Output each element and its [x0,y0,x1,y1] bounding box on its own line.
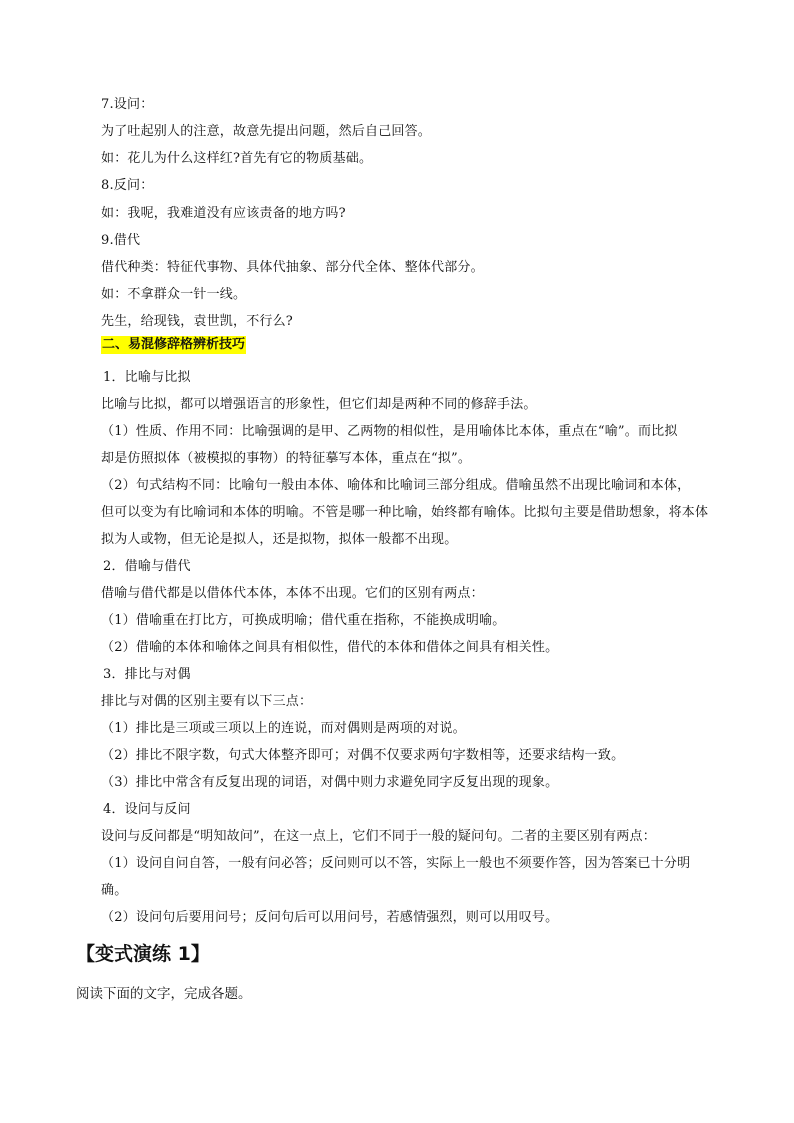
subsection-2-point-2: （2）借喻的本体和喻体之间具有相似性，借代的本体和借体之间具有相关性。 [101,640,559,655]
subsection-4-point-2: （2）设问句后要用问号；反问句后可以用问号，若感情强烈，则可以用叹号。 [101,910,559,925]
subsection-3-title: 3．排比与对偶 [103,667,191,682]
exercise-heading: 【变式演练 1】 [76,943,210,965]
section-7-title: 7.设问： [101,97,154,112]
exercise-intro: 阅读下面的文字，完成各题。 [76,986,252,1002]
section-7-example: 如：花儿为什么这样红?首先有它的物质基础。 [101,151,373,166]
subsection-1-title: 1．比喻与比拟 [103,370,191,385]
subsection-2-intro: 借喻与借代都是以借体代本体，本体不出现。它们的区别有两点： [101,586,484,601]
section-9-example-2: 先生，给现钱，袁世凯，不行么? [101,314,293,329]
subsection-1-point-1-line-2: 却是仿照拟体（被模拟的事物）的特征摹写本体，重点在“拟”。 [101,451,472,466]
subsection-1-point-2-line-2: 但可以变为有比喻词和本体的明喻。不管是哪一种比喻，始终都有喻体。比拟句主要是借助想象，将本体 [101,505,709,520]
subsection-4-point-1-line-2: 确。 [101,883,128,898]
subsection-1-point-2-line-3: 拟为人或物，但无论是拟人，还是拟物，拟体一般都不出现。 [101,532,458,547]
subsection-1-point-2-line-1: （2）句式结构不同：比喻句一般由本体、喻体和比喻词三部分组成。借喻虽然不出现比喻词和本体， [101,478,691,493]
section-8-example: 如：我呢，我难道没有应该责备的地方吗? [101,206,346,221]
subsection-4-intro: 设问与反问都是“明知故问”，在这一点上，它们不同于一般的疑问句。二者的主要区别有两点： [101,829,656,844]
subsection-3-intro: 排比与对偶的区别主要有以下三点： [101,694,313,709]
section-9-title: 9.借代 [101,233,141,248]
subsection-1-point-1-line-1: （1）性质、作用不同：比喻强调的是甲、乙两物的相似性，是用喻体比本体，重点在“喻”。而比拟 [101,424,678,439]
subsection-2-title: 2．借喻与借代 [103,559,191,574]
subsection-2-point-1: （1）借喻重在打比方，可换成明喻；借代重在指称，不能换成明喻。 [101,613,506,628]
section-9-types: 借代种类：特征代事物、具体代抽象、部分代全体、整体代部分。 [101,260,484,275]
subsection-4-title: 4．设问与反问 [103,802,191,817]
subsection-1-intro: 比喻与比拟，都可以增强语言的形象性，但它们却是两种不同的修辞手法。 [101,397,537,412]
section-8-title: 8.反问： [101,178,154,193]
part-2-heading: 二、易混修辞格辨析技巧 [102,337,246,352]
subsection-3-point-3: （3）排比中常含有反复出现的词语，对偶中则力求避免同字反复出现的现象。 [101,775,559,790]
section-7-definition: 为了吐起别人的注意，故意先提出问题，然后自己回答。 [101,124,432,139]
section-9-example-1: 如：不拿群众一针一线。 [101,287,247,302]
subsection-3-point-2: （2）排比不限字数，句式大体整齐即可；对偶不仅要求两句字数相等，还要求结构一致。 [101,748,625,763]
subsection-4-point-1-line-1: （1）设问自问自答，一般有问必答；反问则可以不答，实际上一般也不须要作答，因为答案已十分明 [101,856,691,871]
subsection-3-point-1: （1）排比是三项或三项以上的连说，而对偶则是两项的对说。 [101,721,466,736]
